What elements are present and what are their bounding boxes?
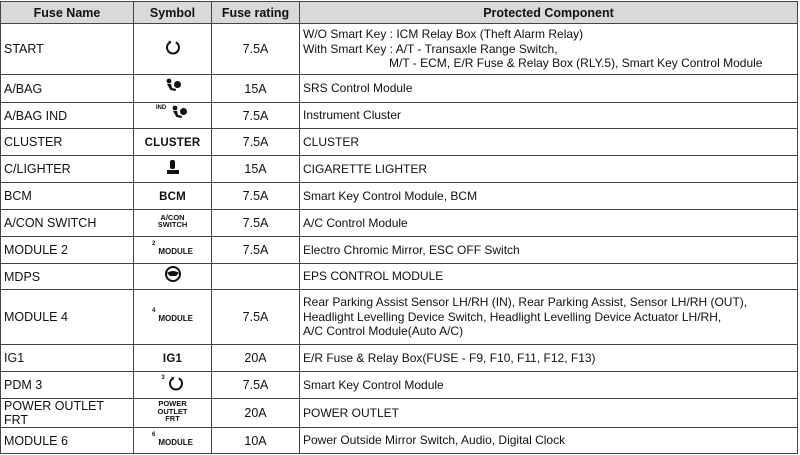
- symbol-superscript: 2: [151, 241, 156, 247]
- fuse-symbol: [134, 183, 212, 210]
- table-row: [1, 264, 798, 290]
- symbol-text-line: FRT: [165, 414, 180, 423]
- fuse-name: BCM: [1, 183, 134, 210]
- fuse-name: IG1: [1, 345, 134, 372]
- steering-wheel-icon: [164, 265, 182, 288]
- fuse-symbol: [134, 75, 212, 103]
- start-icon: [168, 375, 184, 396]
- start-icon: [165, 39, 181, 60]
- fuse-rating: 7.5A: [212, 290, 300, 345]
- component-line: Instrument Cluster: [303, 108, 402, 123]
- symbol-text-line: A/CON: [160, 212, 185, 222]
- component-line: A/C Control Module(Auto A/C): [303, 324, 464, 339]
- protected-component: [300, 345, 798, 372]
- table-row: [1, 399, 798, 428]
- fuse-symbol: [134, 156, 212, 183]
- component-line: A/C Control Module: [303, 215, 408, 230]
- fuse-rating: 20A: [212, 345, 300, 372]
- table-row: [1, 210, 798, 237]
- protected-component: [300, 428, 798, 454]
- fuse-symbol: [134, 24, 212, 75]
- protected-component: [300, 372, 798, 399]
- fuse-rating: 20A: [212, 399, 300, 428]
- component-line: E/R Fuse & Relay Box(FUSE - F9, F10, F11, F12, F13): [303, 350, 596, 365]
- fuse-rating: 7.5A: [212, 24, 300, 75]
- fuse-rating: 7.5A: [212, 237, 300, 264]
- symbol-text-line: SWITCH: [157, 220, 188, 230]
- symbol-text-line: OUTLET: [157, 406, 188, 416]
- header-symbol: Symbol: [134, 2, 212, 24]
- component-line: SRS Control Module: [303, 81, 413, 96]
- component-line: Smart Key Control Module, BCM: [303, 188, 478, 203]
- table-header-row: [1, 2, 798, 24]
- fuse-symbol: [134, 372, 212, 399]
- header-fuse-name: Fuse Name: [1, 2, 134, 24]
- table-row: [1, 345, 798, 372]
- component-line: M/T - ECM, E/R Fuse & Relay Box (RLY.5), Smart Key Control Module: [389, 56, 763, 71]
- fuse-rating: 15A: [212, 75, 300, 103]
- airbag-indicator-icon: [169, 105, 189, 126]
- protected-component: [300, 75, 798, 103]
- symbol-text: CLUSTER: [144, 137, 201, 149]
- component-line: With Smart Key : A/T - Transaxle Range Switch,: [303, 41, 558, 56]
- header-protected-component: Protected Component: [300, 2, 798, 24]
- protected-component: [300, 129, 798, 156]
- fuse-rating: [212, 264, 300, 290]
- fuse-name: MDPS: [1, 264, 134, 290]
- component-line: Power Outside Mirror Switch, Audio, Digital Clock: [303, 433, 566, 448]
- component-line: EPS CONTROL MODULE: [303, 269, 444, 284]
- fuse-symbol: [134, 237, 212, 264]
- protected-component: [300, 210, 798, 237]
- fuse-name: MODULE 6: [1, 428, 134, 454]
- fuse-name: START: [1, 24, 134, 75]
- symbol-text: BCM: [159, 191, 186, 203]
- fuse-rating: 7.5A: [212, 210, 300, 237]
- table-row: [1, 129, 798, 156]
- protected-component: [300, 183, 798, 210]
- fuse-name: PDM 3: [1, 372, 134, 399]
- fuse-name: MODULE 4: [1, 290, 134, 345]
- symbol-text: MODULE: [158, 247, 193, 256]
- fuse-name: A/CON SWITCH: [1, 210, 134, 237]
- fuse-rating: 15A: [212, 156, 300, 183]
- header-fuse-rating: Fuse rating: [212, 2, 300, 24]
- component-line: CLUSTER: [303, 134, 360, 149]
- cigarette-lighter-icon: [164, 158, 182, 181]
- fuse-symbol: [134, 103, 212, 129]
- fuse-symbol: [134, 399, 212, 428]
- fuse-name: C/LIGHTER: [1, 156, 134, 183]
- protected-component: [300, 290, 798, 345]
- fuse-symbol: [134, 264, 212, 290]
- table-row: [1, 183, 798, 210]
- table-row: [1, 372, 798, 399]
- symbol-text-stack: [158, 400, 188, 423]
- symbol-superscript: 3: [161, 374, 165, 381]
- fuse-name: CLUSTER: [1, 129, 134, 156]
- protected-component: [300, 24, 798, 75]
- fuse-symbol: [134, 345, 212, 372]
- table-row: [1, 428, 798, 454]
- fuse-name: A/BAG: [1, 75, 134, 103]
- fuse-rating: 10A: [212, 428, 300, 454]
- table-row: [1, 103, 798, 129]
- fuse-symbol: [134, 428, 212, 454]
- table-row: [1, 75, 798, 103]
- fuse-rating: 7.5A: [212, 372, 300, 399]
- table-row: [1, 156, 798, 183]
- fuse-symbol: [134, 290, 212, 345]
- table-row: [1, 290, 798, 345]
- symbol-text: MODULE: [158, 314, 193, 323]
- protected-component: [300, 399, 798, 428]
- fuse-name: POWER OUTLET FRT: [1, 399, 134, 428]
- symbol-text: IG1: [162, 353, 183, 365]
- protected-component: [300, 156, 798, 183]
- symbol-text-stack: [158, 214, 188, 229]
- fuse-rating: 7.5A: [212, 103, 300, 129]
- fuse-rating: 7.5A: [212, 129, 300, 156]
- fuse-symbol: [134, 129, 212, 156]
- component-line: Headlight Levelling Device Switch, Headlight Levelling Device Actuator LH/RH,: [303, 309, 722, 324]
- protected-component: [300, 264, 798, 290]
- symbol-superscript: 6: [151, 431, 156, 438]
- protected-component: [300, 237, 798, 264]
- airbag-icon: [163, 78, 183, 99]
- fuse-symbol: [134, 210, 212, 237]
- component-line: POWER OUTLET: [303, 405, 400, 420]
- symbol-text: MODULE: [158, 437, 193, 447]
- component-line: W/O Smart Key : ICM Relay Box (Theft Alarm Relay): [303, 27, 584, 42]
- table-row: [1, 237, 798, 264]
- table-row: [1, 24, 798, 75]
- component-line: Rear Parking Assist Sensor LH/RH (IN), Rear Parking Assist, Sensor LH/RH (OUT),: [303, 295, 748, 310]
- symbol-text-line: POWER: [158, 399, 187, 408]
- fuse-name: MODULE 2: [1, 237, 134, 264]
- component-line: Smart Key Control Module: [303, 377, 444, 392]
- component-line: CIGARETTE LIGHTER: [303, 161, 428, 176]
- symbol-superscript: 4: [151, 308, 156, 314]
- symbol-superscript: IND: [155, 105, 167, 111]
- protected-component: [300, 103, 798, 129]
- fuse-name: A/BAG IND: [1, 103, 134, 129]
- fuse-table: [0, 1, 798, 454]
- fuse-rating: 7.5A: [212, 183, 300, 210]
- component-line: Electro Chromic Mirror, ESC OFF Switch: [303, 242, 520, 257]
